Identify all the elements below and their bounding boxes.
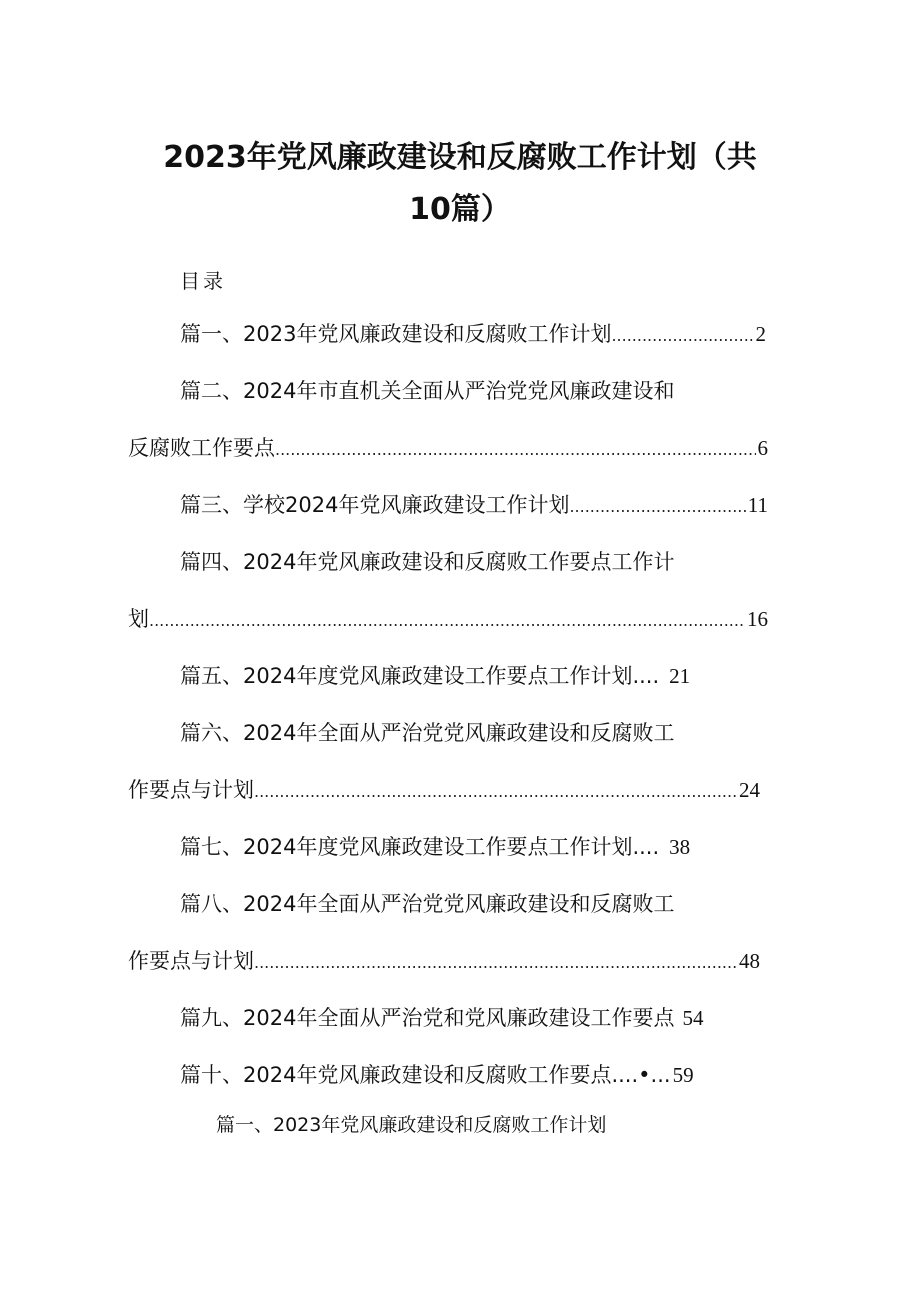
toc-leader — [275, 432, 756, 468]
toc-leader — [611, 318, 753, 354]
toc-page-number: 38 — [669, 835, 691, 859]
toc-entry-6-continuation[interactable] — [128, 772, 760, 808]
toc-entry-6[interactable]: 篇六、2024年全面从严治党党风廉政建设和反腐败工 — [180, 721, 675, 745]
toc-entry-text: 反腐败工作要点 — [128, 436, 275, 460]
toc-entry-10[interactable] — [180, 1057, 740, 1093]
toc-page-number: 48 — [739, 949, 760, 973]
toc-entry-2[interactable]: 篇二、2024年市直机关全面从严治党党风廉政建设和 — [180, 379, 675, 403]
toc-leader — [254, 774, 737, 810]
toc-page-number: 2 — [755, 322, 766, 346]
toc-page-number: 59 — [672, 1063, 694, 1087]
toc-entry-text: 篇九、2024年全面从严治党和党风廉政建设工作要点 — [180, 1006, 675, 1030]
toc-page-number: 6 — [757, 436, 768, 460]
section-heading: 篇一、2023年党风廉政建设和反腐败工作计划 — [216, 1114, 607, 1136]
toc-entry-7[interactable] — [180, 829, 740, 865]
toc-page-number: 54 — [682, 1006, 704, 1030]
toc-page-number: 16 — [747, 607, 768, 631]
toc-leader — [569, 489, 745, 525]
toc-entry-text: 作要点与计划 — [128, 949, 254, 973]
toc-entry-1[interactable] — [180, 316, 766, 352]
toc-leader — [149, 603, 745, 639]
toc-entry-8[interactable]: 篇八、2024年全面从严治党党风廉政建设和反腐败工 — [180, 892, 675, 916]
toc-entry-text: 作要点与计划 — [128, 778, 254, 802]
toc-entry-4[interactable]: 篇四、2024年党风廉政建设和反腐败工作要点工作计 — [180, 550, 675, 574]
toc-entry-text: 篇五、2024年度党风廉政建设工作要点工作计划.... — [180, 664, 660, 688]
toc-entry-text: 篇一、2023年党风廉政建设和反腐败工作计划 — [180, 322, 612, 346]
toc-entry-8-continuation[interactable] — [128, 943, 760, 979]
toc-entry-text: 篇三、学校2024年党风廉政建设工作计划 — [180, 493, 570, 517]
toc-page-number: 11 — [747, 493, 768, 517]
toc-entry-3[interactable] — [180, 487, 768, 523]
toc-page-number: 24 — [739, 778, 760, 802]
toc-entry-5[interactable] — [180, 658, 740, 694]
toc-page-number: 21 — [669, 664, 691, 688]
toc-entry-9[interactable] — [180, 1000, 760, 1036]
document-title-line1: 2023年党风廉政建设和反腐败工作计划（共 — [163, 140, 757, 175]
toc-heading: 目录 — [180, 269, 226, 293]
toc-entry-4-continuation[interactable] — [128, 601, 768, 637]
toc-entry-2-continuation[interactable] — [128, 430, 768, 466]
toc-entry-text: 篇十、2024年党风廉政建设和反腐败工作要点....•... — [180, 1063, 671, 1087]
document-title — [130, 132, 790, 236]
toc-leader — [254, 945, 737, 981]
toc-entry-text: 划 — [128, 607, 149, 631]
document-title-line2: 10篇） — [409, 192, 511, 227]
toc-entry-text: 篇七、2024年度党风廉政建设工作要点工作计划.... — [180, 835, 660, 859]
